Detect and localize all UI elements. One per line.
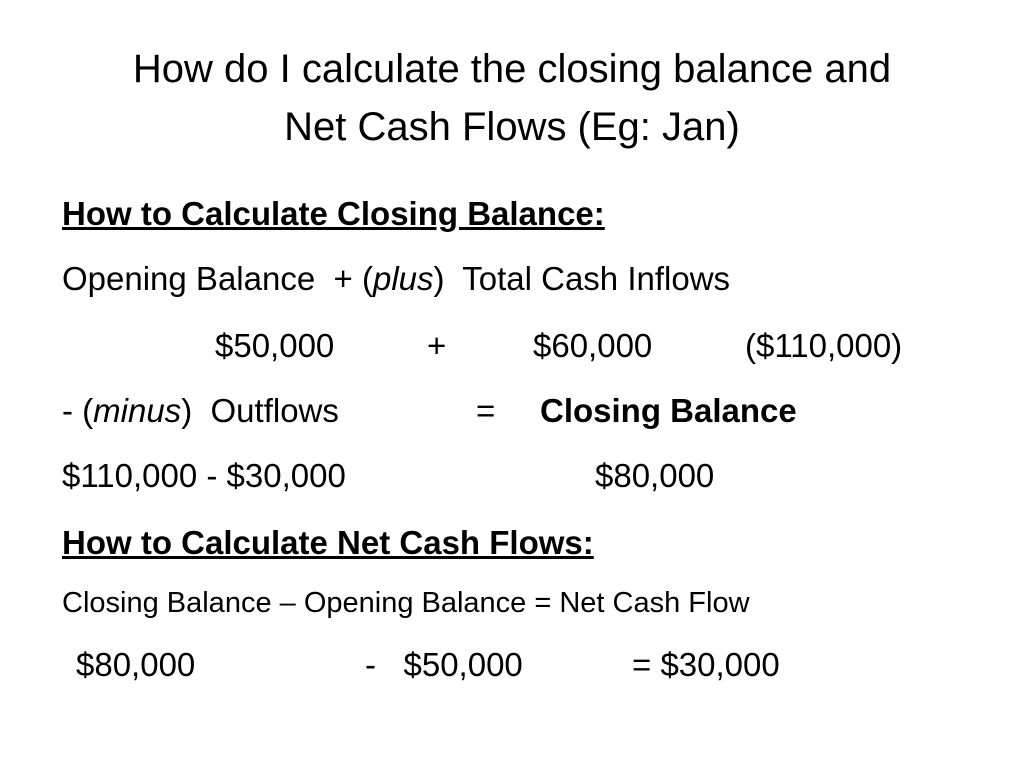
minus-word: minus	[93, 392, 182, 429]
title-line-1: How do I calculate the closing balance and	[132, 47, 892, 91]
slide-title	[0, 40, 1024, 156]
closing-balance-label: Closing Balance	[540, 392, 797, 429]
outflows-label: ) Outflows	[181, 392, 339, 429]
title-line-2: Net Cash Flows (Eg: Jan)	[284, 105, 740, 149]
row2-result: $80,000	[595, 457, 715, 494]
plus-word: plus	[372, 260, 434, 297]
net-cash-flows-heading: How to Calculate Net Cash Flows:	[62, 524, 594, 561]
opening-balance-label: Opening Balance + (	[62, 260, 373, 297]
closing-formula-line	[62, 259, 730, 299]
row2-calculation: $110,000 - $30,000	[62, 457, 346, 494]
row1-opening-value: $50,000	[215, 327, 335, 364]
row3-minus-opening: - $50,000	[365, 646, 523, 683]
net-cash-flow-formula: Closing Balance – Opening Balance = Net Cash Flow	[62, 587, 750, 619]
row3-result: = $30,000	[632, 646, 780, 683]
minus-prefix: - (	[62, 392, 94, 429]
outflows-line	[62, 391, 339, 431]
equals-sign: =	[476, 392, 496, 429]
row3-closing-value: $80,000	[76, 646, 196, 683]
row1-inflows-value: $60,000	[533, 327, 653, 364]
row1-subtotal-value: ($110,000)	[745, 327, 903, 364]
total-inflows-label: ) Total Cash Inflows	[433, 260, 731, 297]
row1-plus-sign: +	[427, 327, 447, 364]
closing-balance-heading: How to Calculate Closing Balance:	[62, 195, 605, 232]
